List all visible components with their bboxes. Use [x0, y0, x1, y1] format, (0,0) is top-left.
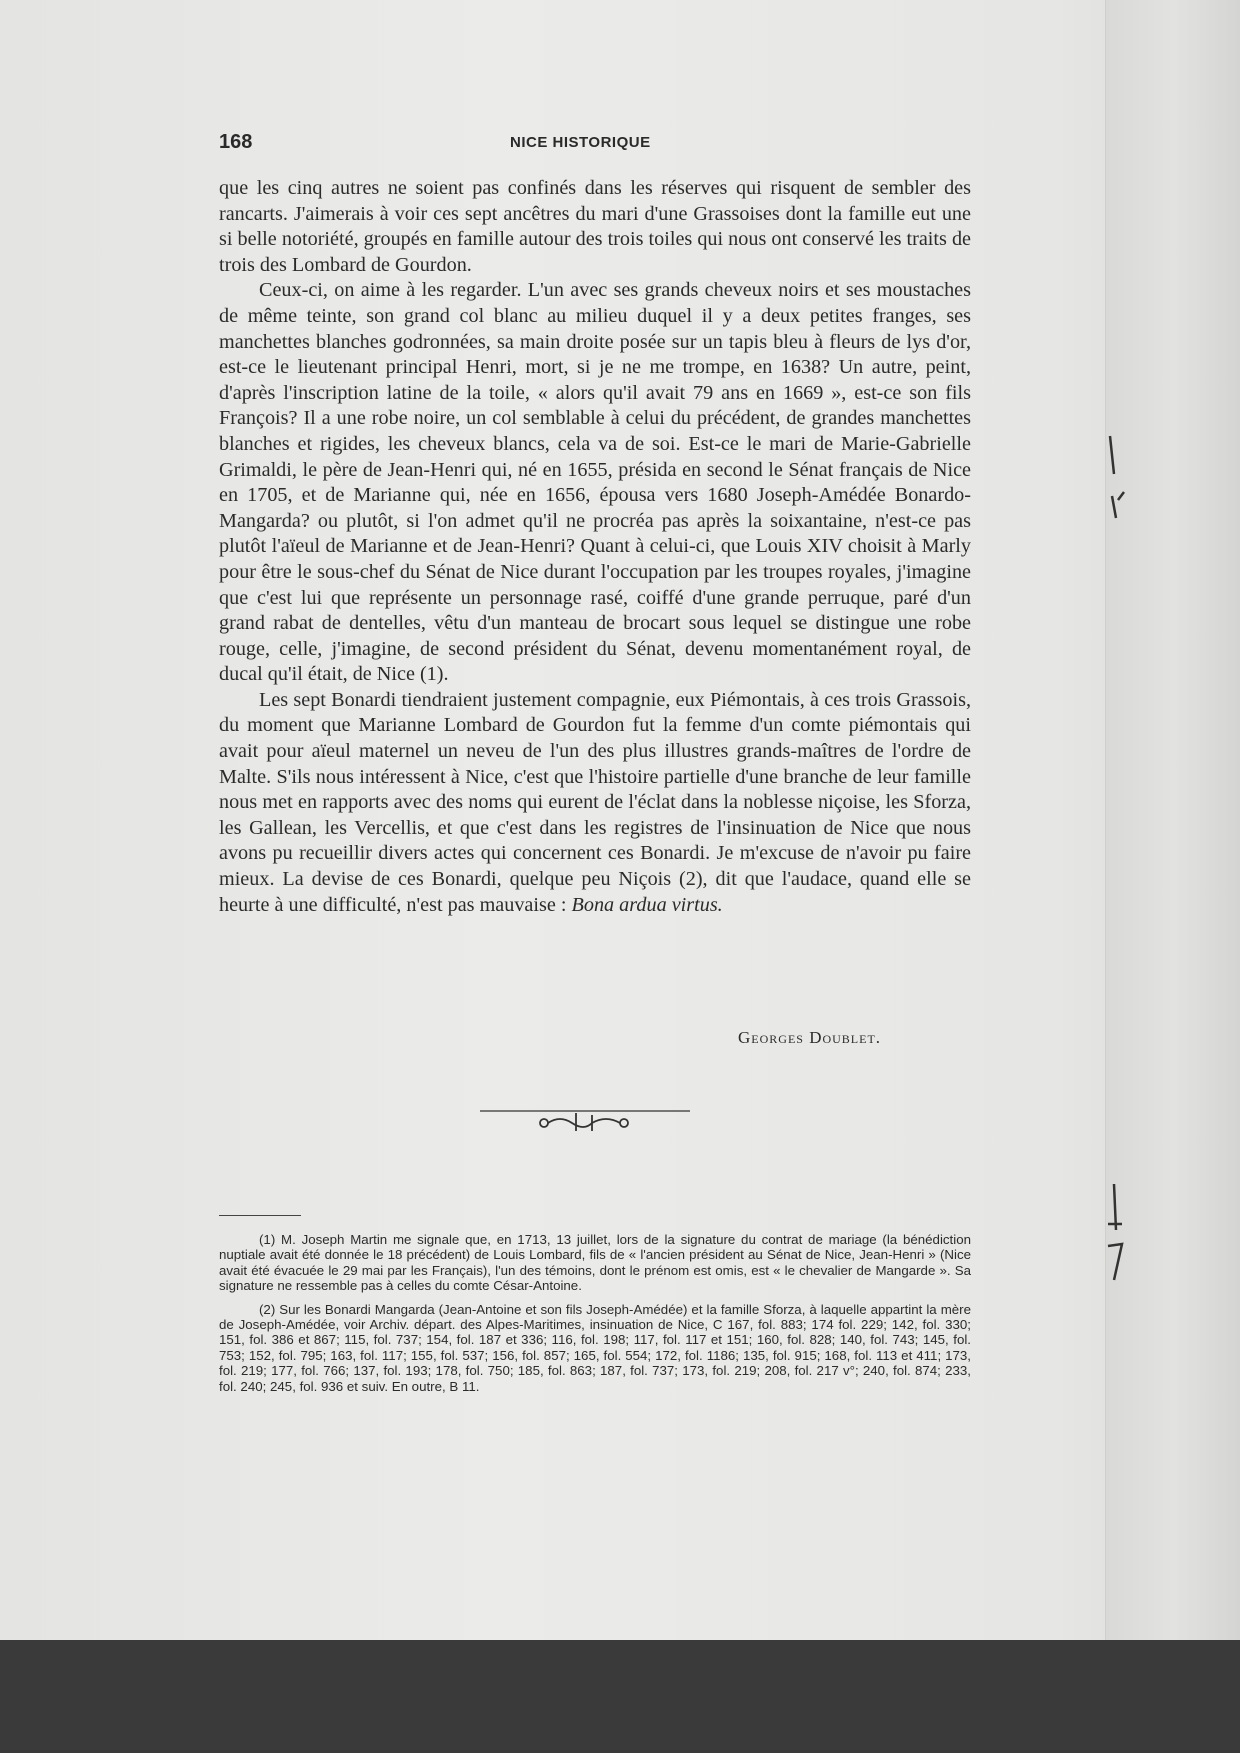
- margin-pencil-mark: [1100, 430, 1130, 520]
- motto: Bona ardua virtus.: [571, 893, 723, 916]
- scroll-ornament-icon: [480, 1107, 690, 1135]
- footnotes: [219, 1232, 971, 1402]
- running-head: NICE HISTORIQUE: [510, 134, 651, 151]
- next-page-edge: [1105, 0, 1240, 1640]
- author-signature: Georges Doublet.: [738, 1028, 882, 1047]
- scan-background: [0, 1640, 1240, 1753]
- page-number: 168: [219, 131, 253, 153]
- body-text: [219, 176, 971, 918]
- paragraph-2: Ceux-ci, on aime à les regarder. L'un avec ses grands cheveux noirs et ses moustaches de même teinte, son grand col blanc au milieu duquel il y a deux petites franges, ses manchettes blanches godronnées, sa main droite posée sur un tapis bleu à fleurs de lys d'or, est-ce le lieutenant principal Henri, mort, si je ne me trompe, en 1638? Un autre, peint, d'après l'inscription latine de la toile, « alors qu'il avait 79 ans en 1669 », est-ce son fils François? Il a une robe noire, un col semblable à celui du précédent, de grandes manchettes blanches et rigides, les cheveux blancs, cela va de soi. Est-ce le mari de Marie-Gabrielle Grimaldi, le père de Jean-Henri qui, né en 1655, présida en second le Sénat français de Nice en 1705, et de Marianne qui, née en 1656, épousa vers 1680 Joseph-Amédée Bonardo-Mangarda? ou plutôt, si l'on admet qu'il ne procréa pas après la soixantaine, n'est-ce pas plutôt l'aïeul de Marianne et de Jean-Henri? Quant à celui-ci, que Louis XIV choisit à Marly pour être le sous-chef du Sénat de Nice durant l'occupation par les troupes royales, j'imagine que c'est lui que représente un personnage rasé, coiffé d'une grande perruque, paré d'un grand rabat de dentelles, vêtu d'un manteau de brocart sous lequel se distingue une robe rouge, celle, j'imagine, de second président du Sénat, devenu momentanément royal, de ducal qu'il était, de Nice (1).: [219, 279, 971, 686]
- margin-pencil-mark: [1100, 1180, 1130, 1290]
- footnote-2: (2) Sur les Bonardi Mangarda (Jean-Antoine et son fils Joseph-Amédée) et la famille Sforza, à laquelle appartint la mère de Joseph-Amédée, voir Archiv. départ. des Alpes-Maritimes, insinuation de Nice, C 167, fol. 883; 174 fol. 229; 142, fol. 330; 151, fol. 386 et 867; 115, fol. 737; 154, fol. 187 et 336; 116, fol. 198; 117, fol. 117 et 151; 160, fol. 828; 140, fol. 743; 145, fol. 753; 152, fol. 795; 163, fol. 117; 155, fol. 537; 156, fol. 857; 165, fol. 554; 172, fol. 1186; 135, fol. 915; 168, fol. 113 et 411; 173, fol. 219; 177, fol. 766; 137, fol. 193; 178, fol. 750; 185, fol. 863; 187, fol. 737; 173, fol. 219; 208, fol. 217 v°; 240, fol. 874; 233, fol. 240; 245, fol. 936 et suiv. En outre, B 11.: [219, 1301, 971, 1394]
- paragraph-1: que les cinq autres ne soient pas confinés dans les réserves qui risquent de sembler des rancarts. J'aimerais à voir ces sept ancêtres du mari d'une Grassoises dont la famille eut une si belle notoriété, groupés en famille autour des trois toiles qui nous ont conservé les traits de trois des Lombard de Gourdon.: [219, 177, 971, 276]
- paragraph-3-text: Les sept Bonardi tiendraient justement compagnie, eux Piémontais, à ces trois Grassois, du moment que Marianne Lombard de Gourdon fut la femme d'un comte piémontais qui avait pour aïeul maternel un neveu de l'un des plus illustres grands-maîtres de l'ordre de Malte. S'ils nous intéressent à Nice, c'est que l'histoire partielle d'une branche de leur famille nous met en rapports avec des noms qui eurent de l'éclat dans la noblesse niçoise, les Sforza, les Gallean, les Vercellis, et que c'est dans les registres de l'insinuation de Nice que nous avons pu recueillir divers actes qui concernent ces Bonardi. Je m'excuse de n'avoir pu faire mieux. La devise de ces Bonardi, quelque peu Niçois (2), dit que l'audace, quand elle se heurte à une difficulté, n'est pas mauvaise :: [219, 688, 971, 916]
- footnote-rule: [219, 1215, 301, 1216]
- paragraph-3: [219, 688, 971, 918]
- footnote-1: (1) M. Joseph Martin me signale que, en 1713, 13 juillet, lors de la signature du contrat de mariage (la bénédiction nuptiale avait été donnée le 18 précédent) de Louis Lombard, fils de « l'ancien président au Sénat de Nice, Jean-Henri » (Nice avait été évacuée le 29 mai par les Français), l'un des témoins, dont le prénom est omis, est « le chevalier de Mangarde ». Sa signature ne ressemble pas à celles du comte César-Antoine.: [219, 1232, 971, 1294]
